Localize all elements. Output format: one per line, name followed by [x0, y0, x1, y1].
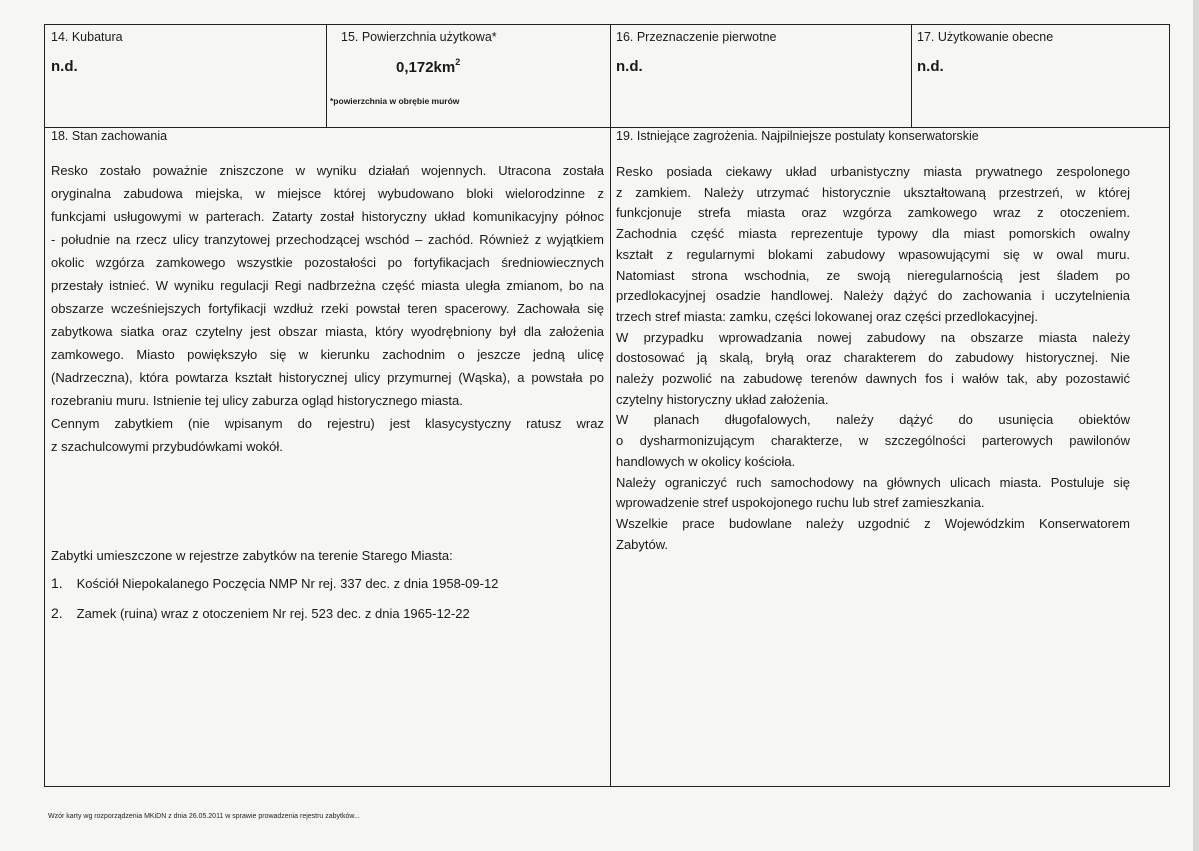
zagrozenia-line: W przypadku wprowadzania nowej zabudowy na obszarze miasta należy: [616, 329, 1130, 345]
zagrozenia-line: dostosować ją skalą, bryłą oraz charakterem do zabudowy historycznej. Nie: [616, 350, 1130, 366]
zagrozenia-line: Wszelkie prace budowlane należy uzgodnić z Wojewódzkim Konserwatorem: [616, 515, 1130, 531]
stan-line: (Nadrzeczna), która powtarza kształt historycznej ulicy przymurnej (Wąska), a powstała po: [51, 370, 604, 385]
record-card-form: [44, 24, 1170, 787]
stan-line: Cennym zabytkiem (nie wpisanym do rejestru) jest klasycystyczny ratusz wraz: [51, 416, 604, 431]
stan-line: przestały istnieć. W wyniku regulacji Regi nadbrzeżna część miasta uległa zmianom, bo na: [51, 278, 604, 293]
list-item: [51, 576, 498, 606]
list-item-text: Kościół Niepokalanego Poczęcia NMP Nr rej. 337 dec. z dnia 1958-09-12: [76, 576, 499, 591]
stan-line: - południe na rzecz ulicy tranzytowej przechodzącej wschód – zachód. Również z wyjątkiem: [51, 232, 604, 247]
zagrozenia-line: Zabytów.: [616, 536, 669, 552]
list-item-number: 2.: [51, 605, 63, 621]
list-item-number: 1.: [51, 575, 63, 591]
kubatura-value: n.d.: [51, 58, 78, 75]
stan-line: okolic wzgórza zamkowego wszystkie pozostałości po fortyfikacjach średniowiecznych: [51, 255, 604, 270]
stan-line: rozebraniu muru. Istnienie tej ulicy zaburza ogląd historycznego miasta.: [51, 393, 463, 408]
stan-line: z szachulcowymi przybudówkami wokół.: [51, 439, 283, 454]
zagrozenia-line: funkcjonuje strefa miasta oraz wzgórza zamkowego wraz z otoczeniem.: [616, 205, 1130, 221]
col-divider-1: [326, 25, 327, 127]
list-item: [51, 606, 498, 636]
powierzchnia-value-sup: 2: [455, 57, 461, 67]
zagrozenia-line: czytelny historyczny układ założenia.: [616, 391, 829, 407]
zagrozenia-label: 19. Istniejące zagrożenia. Najpilniejsze postulaty konserwatorskie: [616, 129, 979, 143]
przeznaczenie-label: 16. Przeznaczenie pierwotne: [616, 30, 777, 44]
stan-text: [51, 159, 604, 458]
zagrozenia-line: Zachodnia część miasta reprezentuje typowy dla miast pomorskich owalny: [616, 226, 1130, 242]
zagrozenia-line: trzech stref miasta: zamku, części lokowanej oraz części przedlokacyjnej.: [616, 308, 1038, 324]
przeznaczenie-value: n.d.: [616, 58, 643, 75]
stan-line: zamkowego. Miasto powiększyło się w kierunku zachodnim o jeszcze jedną ulicę: [51, 347, 604, 362]
zagrozenia-line: W planach długofalowych, należy dążyć do usunięcia obiektów: [616, 412, 1130, 428]
zagrozenia-line: wprowadzenie stref uspokojonego ruchu lub stref zamieszkania.: [616, 495, 985, 511]
col-divider-3: [911, 25, 912, 127]
stan-label: 18. Stan zachowania: [51, 129, 168, 143]
zagrozenia-line: Resko posiada ciekawy układ urbanistyczny miasta prywatnego zespolonego: [616, 164, 1130, 179]
zagrozenia-line: Natomiast strona wschodnia, ze swoją nieregularnością jest śladem po: [616, 267, 1130, 283]
zagrozenia-line: kształt z regularnymi blokami zabudowy wpasowującymi się w owal muru.: [616, 246, 1130, 262]
stan-line: funkcjami usługowymi w parterach. Zatarty został historyczny układ komunikacyjny północ: [51, 209, 604, 224]
zabytki-list: [51, 576, 498, 636]
powierzchnia-value: [396, 58, 460, 76]
row-divider: [45, 127, 1169, 128]
list-item-text: Zamek (ruina) wraz z otoczeniem Nr rej. 523 dec. z dnia 1965-12-22: [76, 606, 470, 621]
zabytki-intro: Zabytki umieszczone w rejestrze zabytków na terenie Starego Miasta:: [51, 548, 453, 563]
zagrozenia-line: przedlokacyjnej osadzie handlowej. Należy dążyć do zachowania i uczytelnienia: [616, 288, 1130, 304]
zagrozenia-line: handlowych w okolicy kościoła.: [616, 453, 796, 469]
scan-edge: [1193, 0, 1199, 851]
kubatura-label: 14. Kubatura: [51, 30, 123, 44]
stan-line: zabytkowa siatka oraz czytelny jest obszar miasta, który wyodrębniony był dla założenia: [51, 324, 604, 339]
uzytkowanie-label: 17. Użytkowanie obecne: [917, 30, 1054, 44]
uzytkowanie-value: n.d.: [917, 58, 944, 75]
powierzchnia-note: *powierzchnia w obrębie murów: [330, 96, 460, 106]
zagrozenia-line: o dysharmonizującym charakterze, w szczególności parterowych pawilonów: [616, 433, 1130, 449]
zagrozenia-line: należy pozwolić na zabudowę terenów dawnych fos i wałów tak, aby pozostawić: [616, 371, 1130, 387]
zagrozenia-line: z zamkiem. Należy utrzymać historycznie ukształtowaną przestrzeń, w której: [616, 184, 1130, 200]
col-divider-2: [610, 25, 611, 786]
stan-line: obszarze wcześniejszych fortyfikacji wzdłuż rzeki powstał teren spacerowy. Zachowała się: [51, 301, 604, 316]
zagrozenia-line: Należy ograniczyć ruch samochodowy na głównych ulicach miasta. Postuluje się: [616, 474, 1130, 490]
footer-note: Wzór karty wg rozporządzenia MKiDN z dnia 26.05.2011 w sprawie prowadzenia rejestru zabytków...: [48, 813, 360, 820]
zagrozenia-text: [616, 162, 1130, 555]
powierzchnia-value-text: 0,172km: [396, 59, 456, 76]
powierzchnia-label: 15. Powierzchnia użytkowa*: [341, 30, 497, 44]
stan-line: Resko zostało poważnie zniszczone w wyniku działań wojennych. Utracona została: [51, 163, 604, 178]
stan-line: oryginalna zabudowa miejska, w miejsce której wybudowano bloki wielorodzinne z: [51, 186, 604, 201]
